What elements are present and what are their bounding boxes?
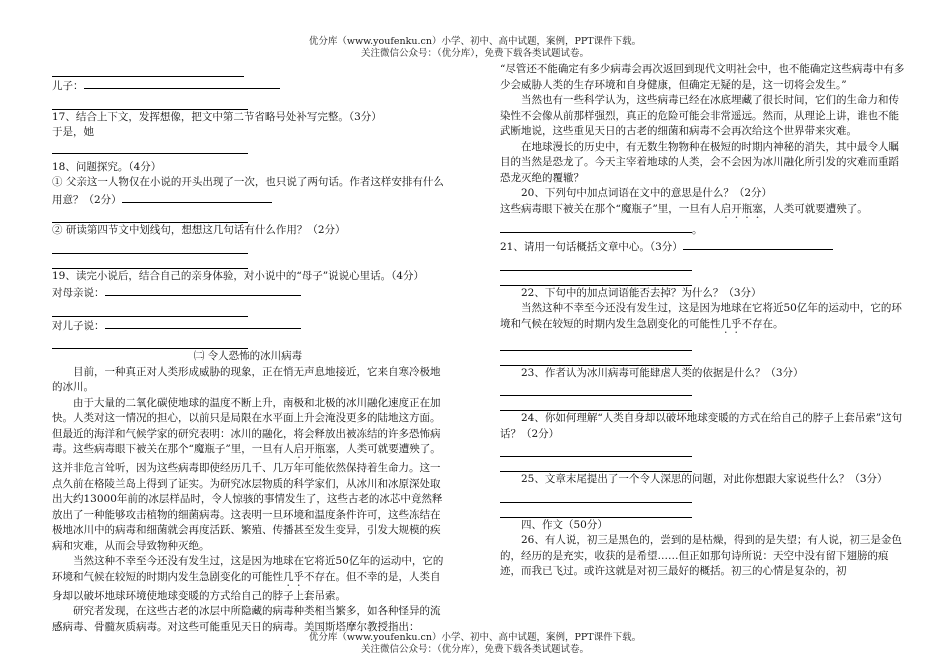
q19-son-label: 对儿子说：: [52, 319, 105, 332]
answer-line: [500, 396, 692, 411]
question-18: 18、问题探究。（4分）: [52, 160, 162, 173]
end-mark: 。: [692, 223, 703, 236]
passage-paragraph-5: “尽管还不能确定有多少病毒会再次返回到现代文明社会中，也不能确定这些病毒中有多少会威胁人类的生存环境和自身健康，但确定无疑的是，这一切将会发生。”: [500, 63, 905, 91]
p3-text-b: 不存在。但不幸的是，人类自身却以破坏地球环境使地球变暖的方式给自己的脖子上套吊索。: [52, 570, 441, 602]
passage-paragraph-4: 研究者发现，在这些古老的冰层中所隐藏的病毒种类相当繁多，如各种怪异的流感病毒、骨髓灰质病毒。对这些可能重见天日的病毒。美国斯塔摩尔教授指出：: [52, 605, 441, 633]
page-footer: [0, 632, 950, 656]
passage-paragraph-6: 当然也有一些科学认为，这些病毒已经在冰底埋藏了很长时间，它们的生命力和传染性不会像从前那样强烈，真正的危险可能会非常遥远。然而，从理论上讲，谁也不能武断地说，这些重见天日的古老的细菌和病毒不会再次给这个世界带来灾难。: [500, 94, 899, 137]
question-18-1: [52, 175, 444, 208]
question-18-2: ② 研读第四节文中划线句，想想这几句话有什么作用？（2分）: [52, 224, 346, 236]
question-18-1-text: ① 父亲这一人物仅在小说的开头出现了一次，也只说了两句话。作者这样安排有什么用意？（2分）: [52, 176, 444, 206]
answer-line: [52, 334, 248, 349]
son-answer-row: [52, 77, 444, 95]
question-25: 25、文章末尾提出了一个令人深思的问题，对此你想跟大家说些什么？（3分）: [521, 473, 888, 485]
q20-answer-row: [500, 221, 906, 239]
question-26: 26、有人说，初三是黑色的，尝到的是枯燥，得到的是失望；有人说，初三是金色的，经历的是充实，收获的是希望……但正如那句诗所说：天空中没有留下翅膀的痕迹，而我已飞过。或许这就是对初三最好的概括。初三的心情是复杂的，初: [500, 534, 902, 577]
question-21-text: 21、请用一句话概括文章中心。（3分）: [500, 241, 683, 253]
answer-line: [52, 139, 248, 154]
answer-line: [52, 95, 248, 110]
question-20-sentence: [500, 202, 906, 221]
q22-dotted-words: 几乎: [720, 317, 742, 330]
question-22: 22、下句中的加点词语能否去掉？为什么？（3分）: [521, 286, 762, 299]
answer-line: [500, 221, 692, 233]
answer-line: [500, 336, 692, 351]
passage-paragraph-7: 在地球漫长的历史中，有无数生物物种在极短的时期内神秘的消失，其中最令人瞩目的当然是恐龙了。今天主宰着地球的人类，会不会因为冰川融化所引发的灾难而重蹈恐龙灭绝的覆辙？: [500, 140, 899, 184]
answer-line: [84, 77, 280, 89]
section-4-title: 四、作文（50分）: [521, 518, 608, 531]
q19-mother-label: 对母亲说：: [52, 287, 105, 299]
question-21: [500, 238, 906, 256]
answer-line: [500, 503, 692, 518]
answer-line: [52, 62, 244, 77]
p3-dotted-words: 几乎: [283, 570, 304, 583]
q20-text-a: 这些病毒眼下被关在那个“魔瓶子”里，一旦有人: [500, 202, 721, 215]
left-column: [52, 62, 444, 635]
answer-line: [52, 254, 248, 269]
footer-line-1: 优分库（www.youfenku.cn）小学、初中、高中试题，案例，PPT课件下载。: [308, 632, 642, 643]
q19-mother-row: [52, 284, 444, 302]
answer-line: [105, 284, 301, 296]
answer-line: [500, 256, 692, 271]
answer-line: [500, 457, 692, 472]
q20-text-b: ，人类可就要遭殃了。: [762, 202, 868, 215]
header-line-2: 关注微信公众号：（优分库），免费下载各类试题试卷。: [360, 48, 589, 59]
answer-line: [52, 239, 248, 254]
answer-line: [122, 191, 272, 203]
q22-text-a: 当然这种不幸至今还没有发生过，这是因为地球在它将近50亿年的运动中，它的环境和气候在较短的时期内发生急剧变化的可能性: [500, 302, 902, 330]
answer-line: [52, 302, 248, 317]
q17-lead: 于是，她: [52, 126, 94, 138]
answer-line: [500, 381, 692, 396]
p2-text-b: ，人类可就要遭殃了。这并非危言耸听，因为这些病毒即使经历几千、几万年可能依然保持着生命力。这一点久前在格陵兰岛上得到了证实。为研究冰层物质的科学家们，从冰川和冰原深处取出大约13000年前的冰层样品时，令人惊骇的事情发生了，这些古老的冰芯中竟然释放出了一种能够攻击植物的细菌病毒。这表明一旦环境和温度条件许可，这些冻结在极地冰川中的病毒和细菌就会再度活跃、繁殖、传播甚至发生变异，引发大规模的疾病和灾难，从而会导致物种灭绝。: [52, 443, 443, 552]
right-column: [500, 62, 906, 580]
page-header: [0, 36, 950, 60]
answer-line: [500, 271, 692, 286]
question-24: 24、你如何理解“人类自身却以破坏地球变暖的方式在给自己的脖子上套吊索”这句话？（2分）: [500, 412, 903, 440]
p3-text-a: 当然这种不幸至今还没有发生过，这是因为地球在它将近50亿年的运动中，它的环境和气候在较短的时期内发生急剧变化的可能性: [52, 555, 444, 583]
footer-line-2: 关注微信公众号：（优分库），免费下载各类试题试卷。: [360, 644, 589, 655]
answer-line: [105, 317, 301, 329]
passage-paragraph-3: [52, 554, 444, 604]
answer-line: [683, 238, 833, 250]
question-22-sentence: [500, 301, 906, 336]
q22-text-b: 不存在。: [741, 317, 784, 330]
question-19: 19、读完小说后，结合自己的亲身体验，对小说中的“母子”说说心里话。（4分）: [52, 269, 425, 282]
question-20: 20、下列句中加点词语在文中的意思是什么？（2分）: [521, 187, 773, 199]
section-title: ㈡ 令人恐怖的冰川病毒: [193, 350, 303, 362]
q20-dotted-words: 启开瓶塞: [720, 202, 763, 215]
answer-line: [52, 208, 248, 223]
answer-line: [500, 442, 692, 457]
p2-dotted-words: 启开瓶塞: [293, 443, 336, 455]
header-line-1: 优分库（www.youfenku.cn）小学、初中、高中试题，案例，PPT课件下载。: [308, 36, 642, 47]
question-17: 17、结合上下文，发挥想像，把文中第二节省略号处补写完整。（3分）: [52, 110, 382, 123]
answer-line: [500, 351, 692, 366]
q19-son-row: [52, 317, 444, 335]
answer-line: [500, 488, 692, 503]
passage-paragraph-1: 目前，一种真正对人类形成威胁的现象，正在悄无声息地接近，它来自寒冷极地的冰川。: [52, 365, 441, 393]
passage-paragraph-2: [52, 396, 444, 555]
son-label: 儿子：: [52, 80, 84, 92]
p2-text-a: 由于大量的二氧化碳使地球的温度不断上升，南极和北极的冰川融化速度正在加快。人类对这一情况的担心，以前只是局限在水平面上升会淹没更多的陆地这方面。但最近的海洋和气候学家的研究表明：冰川的融化，将会释放出被冻结的许多恐怖病毒。这些病毒眼下被关在那个“魔瓶子”里，一旦有人: [52, 396, 441, 455]
question-23: 23、作者认为冰川病毒可能肆虐人类的依据是什么？（3分）: [521, 366, 804, 379]
